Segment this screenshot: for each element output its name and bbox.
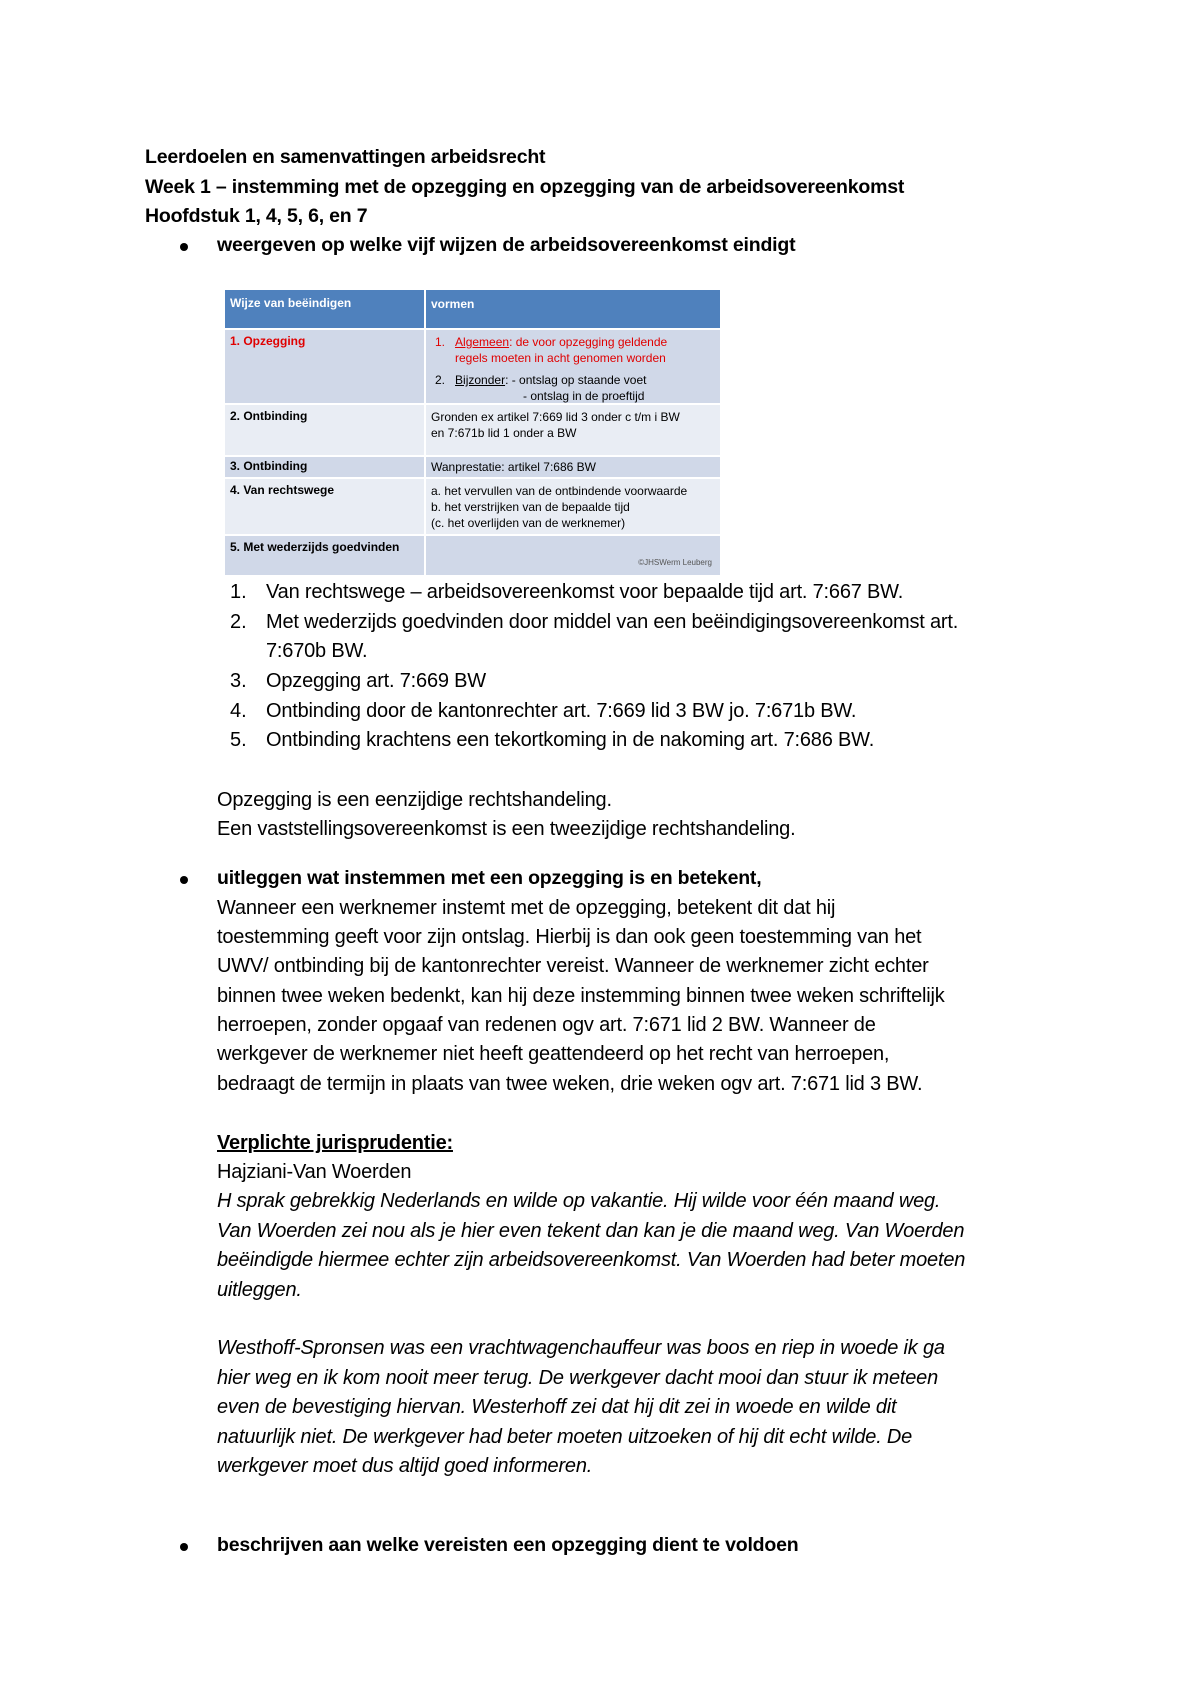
note-line: Een vaststellingsovereenkomst is een tweezijdige rechtshandeling. xyxy=(217,818,796,840)
list-number: 5. xyxy=(230,729,247,751)
table-row-label: 2. Ontbinding xyxy=(225,405,424,455)
table-row xyxy=(225,405,720,455)
case-text-line: werkgever moet dus altijd goed informeren. xyxy=(217,1455,593,1477)
case-text-line: beëindigde hiermee echter zijn arbeidsovereenkomst. Van Woerden had beter moeten xyxy=(217,1249,966,1271)
bullet-icon xyxy=(180,243,188,251)
table-row-label: 5. Met wederzijds goedvinden xyxy=(225,536,424,575)
table-row xyxy=(225,330,720,403)
table-header-cell: vormen xyxy=(426,290,720,328)
case-text-line: uitleggen. xyxy=(217,1279,302,1301)
document-title: Leerdoelen en samenvattingen arbeidsrecht xyxy=(145,146,546,168)
termination-table xyxy=(225,290,720,575)
list-number: 4. xyxy=(230,700,247,722)
case-text-line: even de bevestiging hiervan. Westerhoff zei dat hij dit zei in woede en wilde dit xyxy=(217,1396,897,1418)
paragraph-line: toestemming geeft voor zijn ontslag. Hierbij is dan ook geen toestemming van het xyxy=(217,926,922,948)
case-text-line: natuurlijk niet. De werkgever had beter moeten uitzoeken of hij dit echt wilde. De xyxy=(217,1426,913,1448)
paragraph-line: herroepen, zonder opgaaf van redenen ogv art. 7:671 lid 2 BW. Wanneer de xyxy=(217,1014,876,1036)
paragraph-line: bedraagt de termijn in plaats van twee weken, drie weken ogv art. 7:671 lid 3 BW. xyxy=(217,1073,923,1095)
week-heading: Week 1 – instemming met de opzegging en opzegging van de arbeidsovereenkomst xyxy=(145,176,905,198)
case-name: Hajziani-Van Woerden xyxy=(217,1161,412,1183)
table-row-content: Wanprestatie: artikel 7:686 BW xyxy=(426,457,720,477)
list-item: Opzegging art. 7:669 BW xyxy=(266,670,486,692)
learning-goal-2: uitleggen wat instemmen met een opzegging is en betekent, xyxy=(217,867,762,889)
table-row xyxy=(225,479,720,534)
learning-goal-3: beschrijven aan welke vereisten een opzegging dient te voldoen xyxy=(217,1534,799,1556)
bullet-icon xyxy=(180,876,188,884)
table-header-row xyxy=(225,290,720,328)
list-item-continuation: 7:670b BW. xyxy=(266,640,368,662)
table-row-label: 1. Opzegging xyxy=(225,330,424,403)
paragraph-line: binnen twee weken bedenkt, kan hij deze instemming binnen twee weken schriftelijk xyxy=(217,985,945,1007)
paragraph-line: Wanneer een werknemer instemt met de opzegging, betekent dit dat hij xyxy=(217,897,836,919)
list-number: 1. xyxy=(230,581,247,603)
table-row-content: a. het vervullen van de ontbindende voorwaarde b. het verstrijken van de bepaalde tijd (c. het overlijden van de werknemer) xyxy=(426,479,720,534)
list-item: Van rechtswege – arbeidsovereenkomst voor bepaalde tijd art. 7:667 BW. xyxy=(266,581,904,603)
list-number: 3. xyxy=(230,670,247,692)
table-row-label: 4. Van rechtswege xyxy=(225,479,424,534)
table-row-content: Gronden ex artikel 7:669 lid 3 onder c t/m i BW en 7:671b lid 1 onder a BW xyxy=(426,405,720,455)
paragraph-line: UWV/ ontbinding bij de kantonrechter vereist. Wanneer de werknemer zicht echter xyxy=(217,955,929,977)
bullet-icon xyxy=(180,1543,188,1551)
table-row-content: 1. Algemeen: de voor opzegging geldende regels moeten in acht genomen worden 2. Bijzonder: - ontslag op staande voet - ontslag in de proeftijd xyxy=(426,330,720,403)
jurisprudence-title: Verplichte jurisprudentie: xyxy=(217,1132,453,1154)
list-number: 2. xyxy=(230,611,247,633)
case-text-line: Van Woerden zei nou als je hier even tekent dan kan je die maand weg. Van Woerden xyxy=(217,1220,965,1242)
list-item: Ontbinding krachtens een tekortkoming in de nakoming art. 7:686 BW. xyxy=(266,729,875,751)
case-text-line: hier weg en ik kom nooit meer terug. De werkgever dacht mooi dan stuur ik meteen xyxy=(217,1367,939,1389)
table-header-cell: Wijze van beëindigen xyxy=(225,290,424,328)
table-row-content xyxy=(426,536,720,575)
watermark: ©JHSWerm Leuberg xyxy=(638,558,712,567)
list-item: Ontbinding door de kantonrechter art. 7:669 lid 3 BW jo. 7:671b BW. xyxy=(266,700,857,722)
table-row-label: 3. Ontbinding xyxy=(225,457,424,477)
note-line: Opzegging is een eenzijdige rechtshandeling. xyxy=(217,789,612,811)
paragraph-line: werkgever de werknemer niet heeft geattendeerd op het recht van herroepen, xyxy=(217,1043,890,1065)
case-text-line: H sprak gebrekkig Nederlands en wilde op vakantie. Hij wilde voor één maand weg. xyxy=(217,1190,941,1212)
learning-goal-1: weergeven op welke vijf wijzen de arbeidsovereenkomst eindigt xyxy=(217,234,796,256)
table-row xyxy=(225,536,720,575)
list-item: Met wederzijds goedvinden door middel van een beëindigingsovereenkomst art. xyxy=(266,611,959,633)
case-text-line: Westhoff-Spronsen was een vrachtwagenchauffeur was boos en riep in woede ik ga xyxy=(217,1337,945,1359)
table-row xyxy=(225,457,720,477)
chapter-heading: Hoofdstuk 1, 4, 5, 6, en 7 xyxy=(145,205,368,227)
